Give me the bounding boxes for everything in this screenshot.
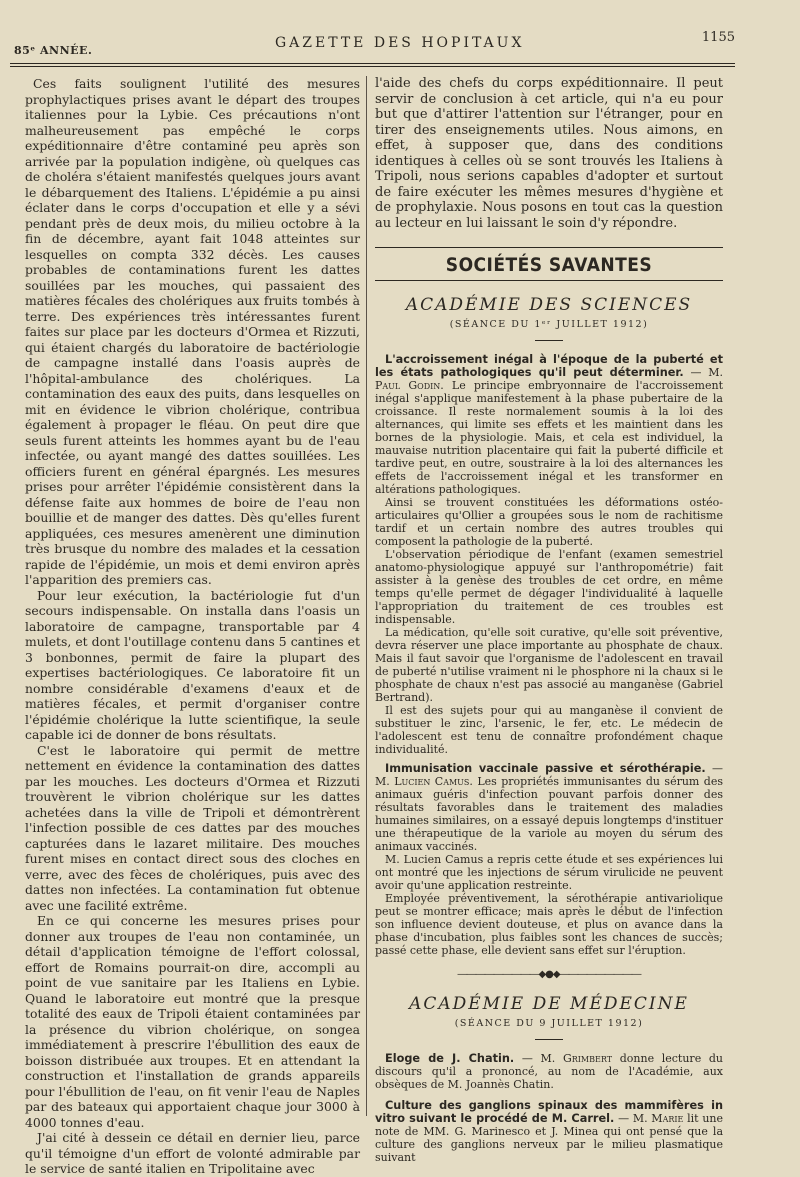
seance-date: (SÉANCE DU 9 JUILLET 1912): [454, 1018, 644, 1029]
academie-medecine-reports: [375, 1052, 723, 1164]
academie-sciences-reports: [375, 353, 723, 957]
report-heading: Eloge de J. Chatin.: [385, 1052, 515, 1065]
paragraph: C'est le laboratoire qui permit de mettre nettement en évidence la contamination des dattes par les mouches. Les docteurs d'Ormea et Rizzuti trouvèrent le vibrion cholérique sur les dattes achetées dans la ville de Tripoli et démontrèrent l'infection possible de ces dattes par des mouches capturées dans le lazaret militaire. Des mouches furent mises en contact direct sous des cloches en verre, avec des fèces de cholériques, puis avec des dattes non infectées. La contamination fut obtenue avec une facilité extrême.: [25, 742, 360, 913]
header-rule-double: [10, 66, 735, 67]
ornament-divider: ―――――――――◆●◆―――――――――: [457, 969, 641, 980]
report-paragraph: L'accroissement inégal à l'époque de la puberté et les états pathologiques qu'il peut déterminer. — M. Paul Godin. Le principe embryonnaire de l'accroissement inégal s'applique manifestement à la phase pubertaire de la croissance. Il reste normalement soumis à la loi des alternances, qui limite ses effets et les maintient dans les bornes de la physiologie. Mais, et cela est individuel, la mauvaise nutrition placentaire qui fait la puberté difficile et tardive peut, en outre, soustraire à la loi des alternances les effets de l'accroissement inégal et les transformer en altérations pathologiques.: [375, 353, 723, 496]
paragraph: l'aide des chefs du corps expéditionnaire. Il peut servir de conclusion à cet article, qui n'a eu pour but que d'attirer l'attention sur l'étranger, pour en tirer des enseignements utiles. Nous aimons, en effet, à supposer que, dans des conditions identiques à celles où se sont trouvés les Italiens à Tripoli, nous serions capables d'adopter et surtout de faire exécuter les mêmes mesures d'hygiène et de prophylaxie. Nous posons en tout cas la question au lecteur en lui laissant le soin d'y répondre.: [375, 76, 723, 231]
report-paragraph: Immunisation vaccinale passive et sérothérapie. — M. Lucien Camus. Les propriétés immunisantes du sérum des animaux guéris d'infection pouvant parfois donner des résultats favorables dans le traitement des maladies humaines similaires, on a essayé depuis longtemps d'instituer une thérapeutique de la variole au moyen du sérum des animaux vaccinés.: [375, 762, 723, 853]
report-text: Les propriétés immunisantes du sérum des animaux guéris d'infection pouvant parfois donner des résultats favorables dans le traitement des maladies humaines similaires, on a essayé depuis longtemps d'instituer une thérapeutique de la variole au moyen du sérum des animaux vaccinés.: [375, 775, 723, 853]
banner-rule-bottom: [375, 280, 723, 281]
report-paragraph: L'observation périodique de l'enfant (examen semestriel anatomo-physiologique appuyé sur l'anthropométrie) fait assister à la genèse des troubles de cet ordre, en même temps qu'elle permet de dégager l'individualité à laquelle l'appropriation du traitement de ces troubles est indispensable.: [375, 548, 723, 626]
report-author: M. Marie: [632, 1112, 684, 1125]
academie-medecine-title: ACADÉMIE DE MÉDECINE: [409, 994, 689, 1014]
paragraph: Ces faits soulignent l'utilité des mesures prophylactiques prises avant le départ des troupes italiennes pour la Lybie. Ces précautions n'ont malheureusement pas empêché le corps expéditionnaire d'être contaminé peu après son arrivée par la population indigène, où quelques cas de choléra s'étaient manifestés quelques jours avant le débarquement des Italiens. L'épidémie a pu ainsi éclater dans le corps d'occupation et elle y a sévi pendant près de deux mois, du milieu octobre à la fin de décembre, ayant fait 1048 atteintes sur lesquelles on compta 332 décès. Les causes probables de contaminations furent les dattes souillées par les mouches, qui passaient des matières fécales des cholériques aux fruits tombés à terre. Des expériences très intéressantes furent faites sur place par les docteurs d'Ormea et Rizzuti, qui étaient chargés du laboratoire de bactériologie de campagne installé dans l'oasis auprès de l'hôpital-ambulance des cholériques. La contamination des eaux des puits, dans lesquelles on mit en évidence le vibrion cholérique, contribua également à propager le fléau. On peut dire que seuls furent atteints les hommes ayant bu de l'eau infectée, ou ayant mangé des dattes souillées. Les officiers furent en général épargnés. Les mesures prises pour arrêter l'épidémie consistèrent dans la défense faite aux hommes de boire de l'eau non bouillie et de manger des dattes. Dès qu'elles furent appliquées, ces mesures amenèrent une diminution très brusque du nombre des malades et la cessation rapide de l'épidémie, un mois et demi environ après l'apparition des premiers cas.: [25, 76, 360, 587]
seance-date: (SÉANCE DU 1ᵉʳ JUILLET 1912): [449, 319, 649, 330]
header-rule: [10, 63, 735, 64]
report-author: M. Paul Godin.: [375, 366, 723, 392]
societes-savantes-banner: [375, 247, 723, 281]
paragraph: En ce qui concerne les mesures prises pour donner aux troupes de l'eau non contaminée, un détail d'application témoigne de l'effort colossal, effort de Romains pourrait-on dire, accompli au point de vue sanitaire par les Italiens en Lybie. Quand le laboratoire eut montré que la presque totalité des eaux de Tripoli étaient contaminées par la présence du vibrion cholérique, on songea immédiatement à prescrire l'ébullition des eaux de boisson distribuée aux troupes. Et en attendant la construction et l'installation de grands appareils pour l'ébullition de l'eau, on fit venir l'eau de Naples par des bateaux qui apportaient chaque jour 3000 à 4000 tonnes d'eau.: [25, 913, 360, 1130]
academie-sciences-title: ACADÉMIE DES SCIENCES: [405, 295, 693, 315]
report-paragraph: Eloge de J. Chatin. — M. Grimbert donne lecture du discours qu'il a prononcé, au nom de l'Académie, aux obsèques de M. Joannès Chatin.: [375, 1052, 723, 1091]
right-column: [375, 76, 724, 1164]
report-text: Le principe embryonnaire de l'accroissement inégal s'applique manifestement à la phase pubertaire de la croissance. Il reste normalement soumis à la loi des alternances, qui limite ses effets et les maintient dans les bornes de la physiologie. Mais, et cela est individuel, la mauvaise nutrition placentaire qui fait la puberté difficile et tardive peut, en outre, soustraire à la loi des alternances les effets de l'accroissement inégal et les transformer en altérations pathologiques.: [375, 379, 723, 496]
report-paragraph: Employée préventivement, la sérothérapie antivariolique peut se montrer efficace; mais après le début de l'infection son influence devient douteuse, et plus on avance dans la phase d'incubation, plus faibles sont les chances de succès; passé cette phase, elle devient sans effet sur l'éruption.: [375, 892, 723, 957]
page-number: 1155: [701, 30, 735, 45]
report-paragraph: Culture des ganglions spinaux des mammifères in vitro suivant le procédé de M. Carrel. — M. Marie lit une note de MM. G. Marinesco et J. Minea qui ont pensé que la culture des ganglions nerveux par le milieu plasmatique suivant: [375, 1099, 724, 1164]
paragraph: Pour leur exécution, la bactériologie fut d'un secours indispensable. On installa dans l'oasis un laboratoire de campagne, transportable par 4 mulets, et dont l'outillage contenu dans 5 cantines et 3 bonbonnes, permit de faire la plupart des expertises bactériologiques. Ce laboratoire fit un nombre considérable d'examens d'eaux et de matières fécales, et permit d'organiser contre l'épidémie cholérique la lutte scientifique, la seule capable ici de donner de bons résultats.: [25, 587, 360, 742]
report-heading: Immunisation vaccinale passive et sérothérapie.: [385, 762, 706, 775]
section-title: SOCIÉTÉS SAVANTES: [445, 254, 653, 276]
article-conclusion: [375, 76, 723, 231]
short-rule: [535, 340, 563, 341]
paragraph: J'ai cité à dessein ce détail en dernier lieu, parce qu'il témoigne d'un effort de volonté admirable par le service de santé italien en Tripolitaine avec: [25, 1130, 360, 1176]
report-paragraph: M. Lucien Camus a repris cette étude et ses expériences lui ont montré que les injections de sérum virulicide ne peuvent avoir qu'une application restreinte.: [375, 853, 723, 892]
short-rule: [535, 1039, 563, 1040]
banner-rule-top: [375, 247, 723, 248]
page-header: [10, 30, 735, 66]
report-paragraph: Il est des sujets pour qui au manganèse il convient de substituer le zinc, l'arsenic, le fer, etc. Le médecin de l'adolescent est tenu de connaître profondément chaque individualité.: [375, 704, 723, 756]
volume-year: 85ᵉ ANNÉE.: [14, 44, 93, 57]
report-paragraph: Ainsi se trouvent constituées les déformations ostéo-articulaires qu'Ollier a groupées sous le nom de rachitisme tardif et un certain nombre des autres troubles qui composent la pathologie de la puberté.: [375, 496, 723, 548]
column-divider: [366, 76, 367, 1116]
report-text: lit une note de MM. G. Marinesco et J. Minea qui ont pensé que la culture des ganglions nerveux par le milieu plasmatique suivant: [375, 1112, 724, 1164]
left-column: [25, 76, 360, 1176]
report-author: M. Grimbert: [540, 1052, 613, 1065]
report-heading: Culture des ganglions spinaux des mammifères in vitro suivant le procédé de M. Carrel.: [375, 1099, 723, 1125]
report-paragraph: La médication, qu'elle soit curative, qu'elle soit préventive, devra réserver une place importante au phosphate de chaux. Mais il faut savoir que l'organisme de l'adolescent en travail de puberté n'utilise vraiment ni le phosphore ni la chaux si le phosphate de chaux n'est pas associé au manganèse (Gabriel Bertrand).: [375, 626, 723, 704]
report-heading: L'accroissement inégal à l'époque de la puberté et les états pathologiques qu'il peut déterminer.: [375, 353, 723, 379]
journal-title: GAZETTE DES HOPITAUX: [275, 35, 525, 51]
report-author: M. Lucien Camus.: [375, 775, 473, 788]
report-text: donne lecture du discours qu'il a prononcé, au nom de l'Académie, aux obsèques de M. Joannès Chatin.: [375, 1052, 723, 1091]
